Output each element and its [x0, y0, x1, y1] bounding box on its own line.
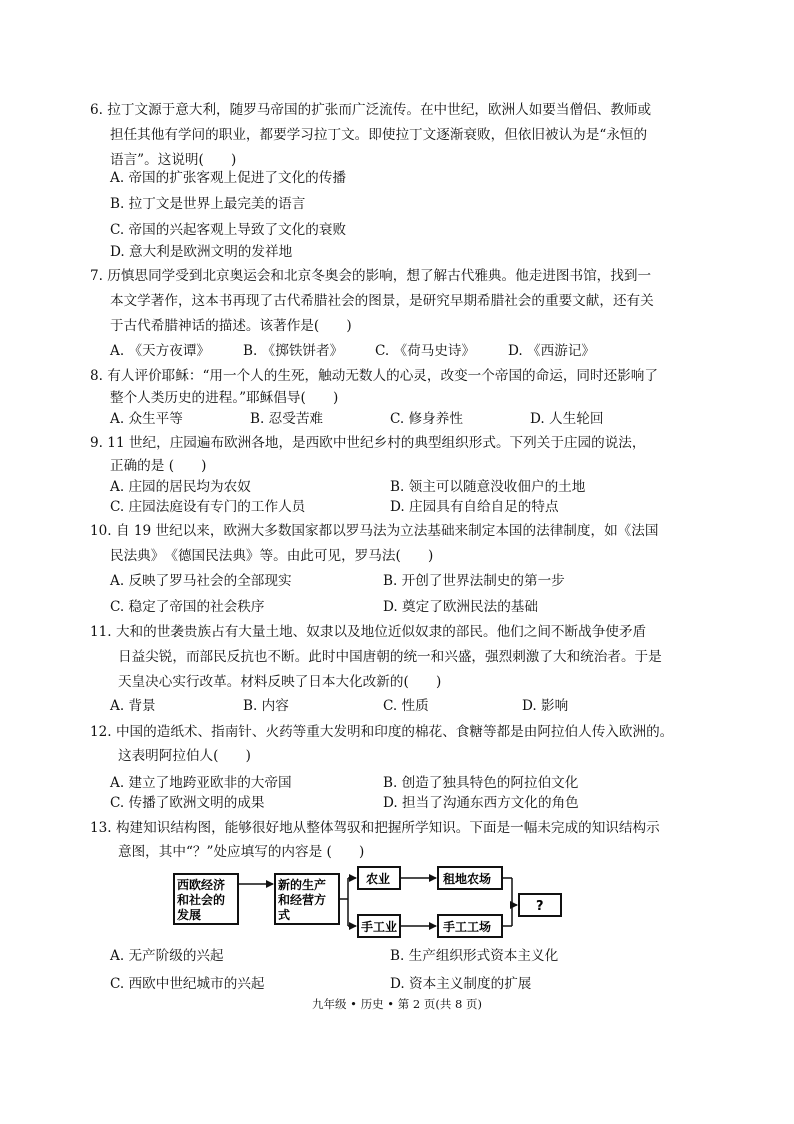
- q13-line-2: 意图，其中“？”处应填写的内容是 ( ): [118, 844, 365, 860]
- q8-option-a: A. 众生平等: [110, 411, 183, 427]
- q7-line-1: 7. 历慎思同学受到北京奥运会和北京冬奥会的影响，想了解古代雅典。他走进图书馆，找到一: [90, 268, 652, 284]
- q12-line-1: 12. 中国的造纸术、指南针、火药等重大发明和印度的棉花、食糖等都是由阿拉伯人传入欧洲的。: [90, 724, 674, 740]
- q9-option-a: A. 庄园的居民均为农奴: [110, 479, 251, 495]
- q6-line-1: 6. 拉丁文源于意大利，随罗马帝国的扩张而广泛流传。在中世纪，欧洲人如要当僧侣、教师或: [90, 102, 652, 118]
- q13-option-c: C. 西欧中世纪城市的兴起: [110, 976, 265, 992]
- q11-line-1: 11. 大和的世袭贵族占有大量土地、奴隶以及地位近似奴隶的部民。他们之间不断战争使矛盾: [90, 624, 647, 640]
- q8-option-c: C. 修身养性: [390, 411, 463, 427]
- q6-line-3: 语言”。这说明( ): [110, 152, 237, 168]
- q10-line-1: 10. 自 19 世纪以来，欧洲大多数国家都以罗马法为立法基础来制定本国的法律制度，如《法国: [90, 523, 659, 539]
- diagram-box-tenant-farm-label: 租地农场: [443, 872, 492, 886]
- q9-line-2: 正确的是 ( ): [110, 458, 207, 474]
- q9-option-b: B. 领主可以随意没收佃户的土地: [390, 479, 586, 495]
- diagram-box-economy-line-1: 西欧经济: [177, 878, 226, 892]
- knowledge-structure-diagram: [160, 862, 580, 944]
- diagram-box-unknown-label: ?: [536, 899, 544, 914]
- diagram-box-handicraft-label: 手工业: [361, 920, 398, 934]
- q13-option-b: B. 生产组织形式资本主义化: [390, 948, 559, 964]
- q11-option-c: C. 性质: [383, 698, 429, 714]
- q10-option-d: D. 奠定了欧洲民法的基础: [383, 599, 538, 615]
- q8-option-d: D. 人生轮回: [530, 411, 604, 427]
- q11-option-b: B. 内容: [243, 698, 289, 714]
- q9-line-1: 9. 11 世纪，庄园遍布欧洲各地，是西欧中世纪乡村的典型组织形式。下列关于庄园的说法，: [90, 435, 646, 451]
- q11-line-3: 天皇决心实行改革。材料反映了日本大化改新的( ): [118, 674, 442, 690]
- q12-line-2: 这表明阿拉伯人( ): [118, 748, 251, 764]
- diagram-box-agriculture-label: 农业: [366, 872, 391, 886]
- diagram-box-economy-line-3: 发展: [177, 908, 202, 922]
- q8-line-1: 8. 有人评价耶稣：“用一个人的生死，触动无数人的心灵，改变一个帝国的命运，同时还影响了: [90, 368, 658, 384]
- diagram-box-new-production-line-3: 式: [278, 908, 291, 922]
- q8-option-b: B. 忍受苦难: [250, 411, 324, 427]
- q9-option-c: C. 庄园法庭设有专门的工作人员: [110, 499, 306, 515]
- q7-option-d: D. 《西游记》: [508, 343, 596, 359]
- diagram-box-new-production-line-2: 和经营方: [278, 893, 327, 907]
- q13-option-d: D. 资本主义制度的扩展: [390, 976, 532, 992]
- q10-option-c: C. 稳定了帝国的社会秩序: [110, 599, 265, 615]
- q13-line-1: 13. 构建知识结构图，能够很好地从整体驾驭和把握所学知识。下面是一幅未完成的知识结构示: [90, 820, 660, 836]
- q9-option-d: D. 庄园具有自给自足的特点: [390, 499, 559, 515]
- q7-option-c: C. 《荷马史诗》: [375, 343, 476, 359]
- q13-option-a: A. 无产阶级的兴起: [110, 948, 224, 964]
- q7-line-2: 本文学著作，这本书再现了古代希腊社会的图景，是研究早期希腊社会的重要文献，还有关: [110, 293, 654, 309]
- q11-option-d: D. 影响: [522, 698, 569, 714]
- q11-line-2: 日益尖锐，而部民反抗也不断。此时中国唐朝的统一和兴盛，强烈刺激了大和统治者。于是: [118, 649, 662, 665]
- q12-option-a: A. 建立了地跨亚欧非的大帝国: [110, 775, 292, 791]
- q8-line-2: 整个人类历史的进程。”耶稣倡导( ): [110, 390, 339, 406]
- q10-option-b: B. 开创了世界法制史的第一步: [383, 573, 565, 589]
- q7-option-a: A. 《天方夜谭》: [110, 343, 211, 359]
- q12-option-d: D. 担当了沟通东西方文化的角色: [383, 795, 579, 811]
- page-footer: 九年级 • 历史 • 第 2 页(共 8 页): [312, 997, 482, 1011]
- q10-line-2: 民法典》 《德国民法典》等。由此可见，罗马法( ): [110, 548, 434, 564]
- q7-line-3: 于古代希腊神话的描述。该著作是( ): [110, 318, 352, 334]
- q12-option-c: C. 传播了欧洲文明的成果: [110, 795, 265, 811]
- q7-option-b: B. 《掷铁饼者》: [243, 343, 344, 359]
- q6-option-b: B. 拉丁文是世界上最完美的语言: [110, 196, 306, 212]
- q12-option-b: B. 创造了独具特色的阿拉伯文化: [383, 775, 579, 791]
- diagram-box-workshop-label: 手工工场: [443, 920, 492, 934]
- q6-option-c: C. 帝国的兴起客观上导致了文化的衰败: [110, 222, 347, 238]
- q6-option-a: A. 帝国的扩张客观上促进了文化的传播: [110, 170, 346, 186]
- diagram-box-new-production-line-1: 新的生产: [278, 878, 327, 892]
- q6-option-d: D. 意大利是欧洲文明的发祥地: [110, 244, 293, 260]
- diagram-box-economy-line-2: 和社会的: [177, 893, 226, 907]
- q6-line-2: 担任其他有学问的职业，都要学习拉丁文。即使拉丁文逐渐衰败，但依旧被认为是“永恒的: [110, 127, 648, 143]
- q11-option-a: A. 背景: [110, 698, 156, 714]
- q10-option-a: A. 反映了罗马社会的全部现实: [110, 573, 292, 589]
